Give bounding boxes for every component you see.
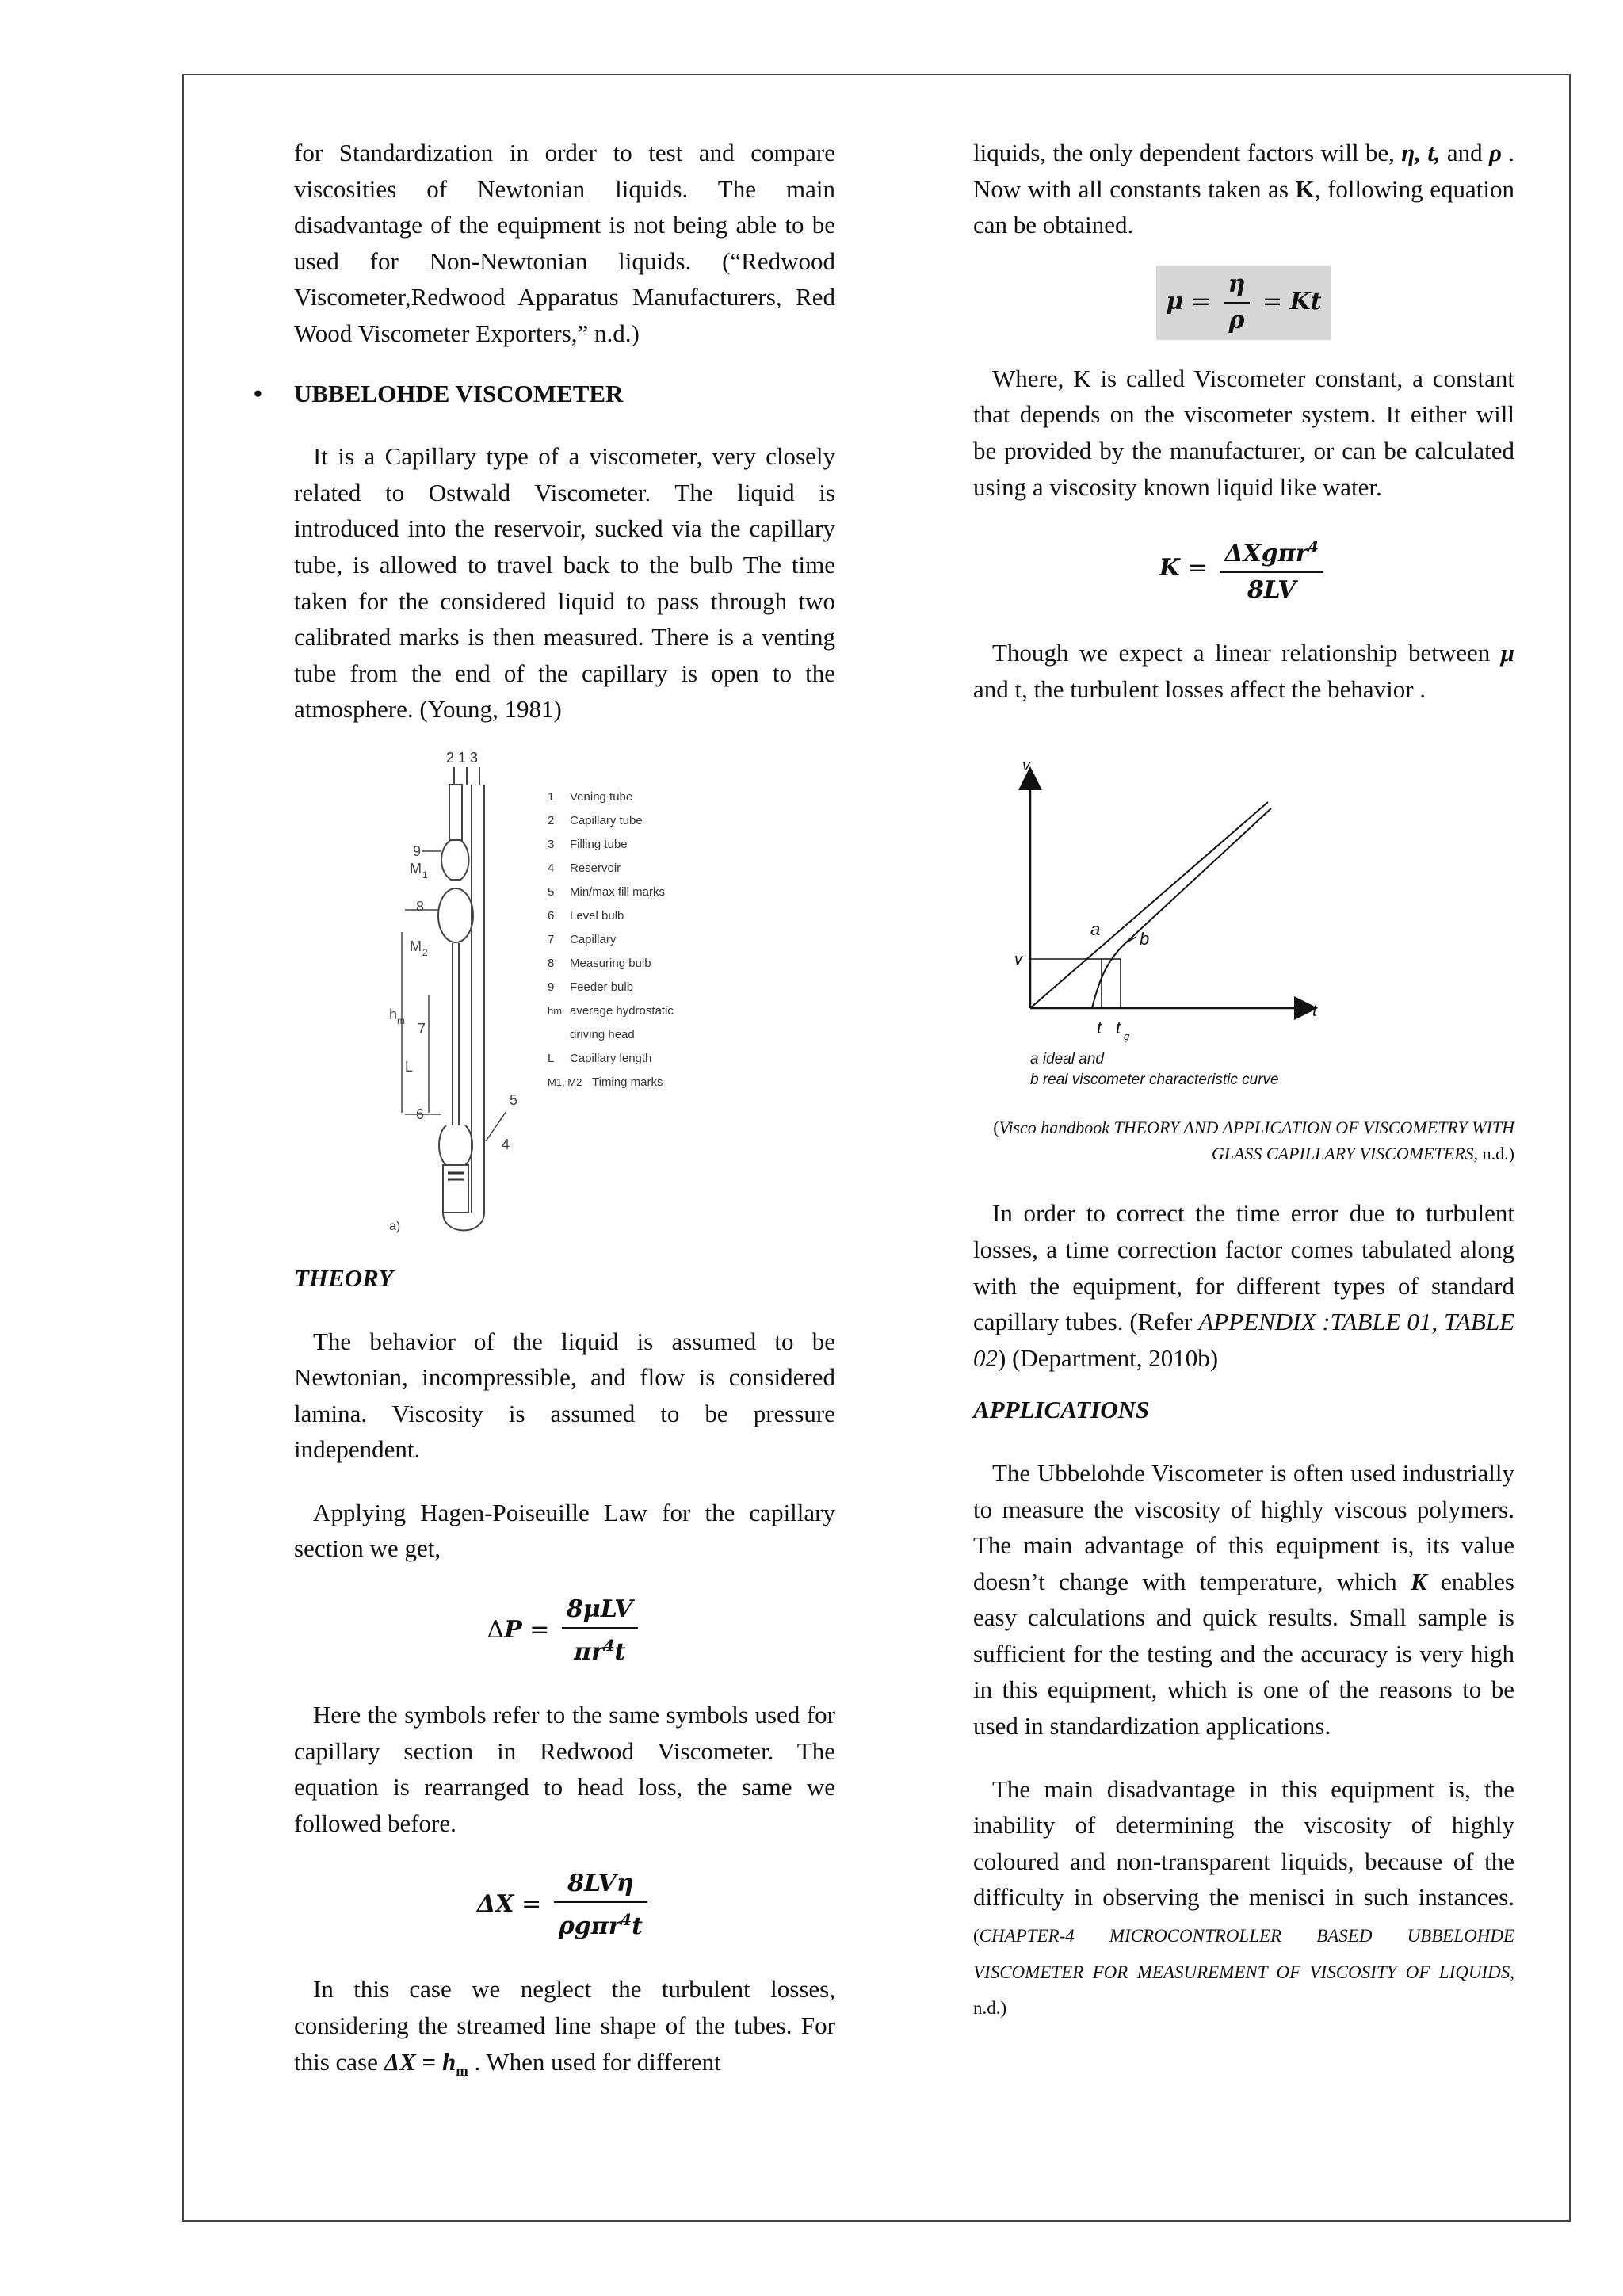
tube-drawing — [438, 767, 484, 1231]
left-column — [254, 135, 835, 2089]
r-p5-b: enables easy calculations and quick results. Small sample is sufficient for the testing and the accuracy is very high in this equipment, which is one of the reasons to be used in standardization applications. — [973, 1567, 1514, 1740]
legend-key-hm: hm — [548, 1004, 563, 1017]
r-p1-a: liquids, the only dependent factors will be, — [973, 139, 1402, 166]
r-p1-c: . Now with all constants taken as — [973, 139, 1515, 203]
figure-caption — [973, 1114, 1514, 1167]
equation-K — [973, 532, 1514, 606]
curve-a-label: a — [1090, 919, 1101, 940]
eq1-den-tail: t — [614, 1638, 626, 1667]
legend-key-8: 8 — [548, 956, 555, 970]
eq1-den-sup: 4 — [603, 1637, 615, 1656]
mark-6: 6 — [416, 1106, 425, 1122]
mark-m1-sub: 1 — [422, 869, 428, 881]
x-axis-label: t — [1312, 1000, 1318, 1021]
eq2-den-base: ρgπr — [558, 1912, 621, 1941]
figure-ubbelohde-diagram — [389, 745, 835, 1244]
fill-marks — [448, 1173, 464, 1179]
r-p1-b: and — [1440, 139, 1489, 166]
p6-eq-sub: m — [456, 2062, 468, 2080]
paragraph-turbulent-losses — [294, 1971, 835, 2089]
tg-sub: g — [1124, 1030, 1130, 1043]
ideal-curve-a — [1030, 802, 1268, 1008]
equation-mu-shade — [1156, 266, 1331, 340]
ubbelohde-diagram-svg — [389, 745, 722, 1244]
caption-italic: Visco handbook THEORY AND APPLICATION OF VISCOMETRY WITH GLASS CAPILLARY VISCOMETERS — [999, 1117, 1514, 1164]
legend-text-8: Measuring bulb — [570, 956, 651, 970]
eq4-denominator: 8LV — [1247, 576, 1296, 605]
bullet-icon: • — [254, 379, 262, 407]
p6-end: . When used for different — [468, 2047, 721, 2076]
legend-line-1: a ideal and — [1030, 1051, 1104, 1068]
legend-text-7: Capillary — [570, 932, 617, 946]
real-curve-b — [1092, 808, 1271, 1008]
mark-9: 9 — [413, 842, 422, 859]
v-mark: v — [1014, 951, 1022, 969]
legend-text-m: Timing marks — [592, 1075, 663, 1089]
heading-theory: THEORY — [294, 1263, 394, 1292]
legend-text-3: Filling tube — [570, 837, 628, 851]
paragraph-applications — [973, 1455, 1514, 1744]
paragraph-time-correction — [973, 1195, 1514, 1376]
eq3-rhs: Kt — [1289, 287, 1322, 315]
curve-b-label: b — [1140, 929, 1150, 949]
mark-4: 4 — [502, 1136, 510, 1152]
diagram-legend — [548, 790, 674, 1089]
r-p3-a: Though we expect a linear relationship between — [992, 639, 1501, 667]
paragraph-hagen-poiseuille: Applying Hagen-Poiseuille Law for the capillary section we get, — [294, 1498, 835, 1563]
mark-hm-sub: m — [397, 1014, 405, 1026]
tg-mark: t — [1116, 1018, 1121, 1038]
legend-text-L: Capillary length — [570, 1051, 652, 1065]
legend-text-hm: average hydrostatic — [570, 1003, 674, 1018]
legend-text-4: Reservoir — [570, 861, 621, 875]
mark-5: 5 — [510, 1091, 518, 1108]
eq4-lhs: K — [1159, 554, 1180, 583]
r-p6-ref — [973, 1926, 1514, 2018]
eq1-denominator — [562, 1629, 638, 1668]
r-p3-b: and t, the turbulent losses affect the behavior . — [973, 674, 1426, 703]
paragraph-dependent-factors — [973, 135, 1514, 243]
r-p4-a: In order to correct the time error due to turbulent losses, a time correction factor comes tabulated along with the equipment, for different types of standard capillary tubes. (Refer — [973, 1199, 1514, 1336]
r-p1-rho: ρ — [1488, 139, 1502, 166]
paragraph-disadvantage — [973, 1771, 1514, 2024]
mark-m1: M — [410, 860, 422, 877]
eq3-equals-2: = — [1262, 287, 1283, 315]
chart-axes — [1030, 778, 1306, 1008]
eq2-numerator: 8LVη — [554, 1868, 647, 1903]
r-p6-ref-close: , n.d.) — [973, 1962, 1514, 2019]
paragraph-theory: The behavior of the liquid is assumed to be Newtonian, incompressible, and flow is considered lamina. Viscosity is assumed to be pressure independent. — [294, 1327, 835, 1464]
mark-L: L — [405, 1058, 414, 1075]
legend-text-5: Min/max fill marks — [570, 884, 666, 899]
eq1-den-base: πr — [574, 1638, 604, 1667]
eq3-fraction — [1224, 269, 1251, 337]
eq3-lhs: μ — [1166, 287, 1184, 315]
r-p4-b: ) (Department, 2010b) — [998, 1343, 1219, 1372]
eq1-numerator: 8μLV — [562, 1594, 638, 1629]
r-p5-K: K — [1410, 1567, 1427, 1595]
eq2-denominator — [554, 1903, 647, 1943]
eq1-lhs-delta: Δ — [487, 1616, 505, 1645]
legend-text-1: Vening tube — [570, 789, 633, 804]
legend-key-9: 9 — [548, 980, 555, 994]
r-p6-ref-italic: CHAPTER-4 MICROCONTROLLER BASED UBBELOHDE VISCOMETER FOR MEASUREMENT OF VISCOSITY OF LIQUIDS — [973, 1926, 1514, 1982]
legend-key-m: M1, M2 — [548, 1075, 582, 1088]
legend-key-1: 1 — [548, 789, 555, 804]
eq1-equals: = — [529, 1616, 550, 1645]
p6-eq-sign: = — [415, 2047, 442, 2076]
r-p1-d: , following equation can be obtained. — [973, 174, 1514, 239]
equation-delta-p — [294, 1594, 835, 1668]
characteristic-curve-svg — [973, 747, 1369, 1095]
t-mark: t — [1097, 1018, 1102, 1038]
r-p3-mu: μ — [1500, 639, 1514, 667]
legend-key-L: L — [548, 1051, 555, 1065]
mark-8: 8 — [416, 898, 425, 915]
mark-7: 7 — [418, 1020, 426, 1037]
equation-delta-x — [294, 1868, 835, 1943]
top-numbers: 2 1 3 — [446, 749, 479, 766]
legend-line-2: b real viscometer characteristic curve — [1030, 1072, 1279, 1089]
paragraph-redwood-end: for Standardization in order to test and compare viscosities of Newtonian liquids. The main disadvantage of the equipment is not being able to be used for Non-Newtonian liquids. (“Redwood Viscometer,Redwood Apparatus Manufacturers, Red Wood Viscometer Exporters,” n.d.) — [294, 139, 835, 347]
eq3-equals-1: = — [1190, 287, 1212, 315]
paragraph-viscometer-constant: Where, K is called Viscometer constant, a constant that depends on the viscometer system. It either will be provided by the manufacturer, or can be calculated using a viscosity known liquid like water. — [973, 364, 1514, 501]
legend-text-9: Feeder bulb — [570, 980, 634, 994]
r-p1-vars: η, t, — [1401, 139, 1441, 166]
eq4-equals: = — [1187, 554, 1208, 583]
legend-key-2: 2 — [548, 813, 555, 827]
legend-key-3: 3 — [548, 837, 555, 851]
legend-text-2: Capillary tube — [570, 813, 643, 827]
mark-m2-sub: 2 — [422, 946, 428, 958]
equation-mu — [973, 266, 1514, 340]
p6-start: In this case we neglect the turbulent losses, considering the streamed line shape of the tubes. For this case — [294, 1975, 835, 2076]
paragraph-ubbelohde-intro: It is a Capillary type of a viscometer, very closely related to Ostwald Viscometer. The liquid is introduced into the reservoir, sucked via the capillary tube, is allowed to travel back to the bulb The time taken for the considered liquid to pass through two calibrated marks is then measured. There is a venting tube from the end of the capillary is open to the atmosphere. (Young, 1981) — [294, 442, 835, 724]
p6-eq-lhs: ΔX — [384, 2047, 416, 2076]
y-axis-label: v — [1022, 757, 1030, 775]
p6-eq-rhs: h — [441, 2047, 456, 2076]
legend-key-4: 4 — [548, 861, 555, 875]
paragraph-linear-relationship — [973, 635, 1514, 707]
legend-key-6: 6 — [548, 908, 555, 923]
eq2-equals: = — [521, 1890, 542, 1919]
eq3-numerator: η — [1224, 269, 1251, 304]
eq4-num-base: ΔXgπr — [1224, 540, 1308, 568]
caption-close: , n.d.) — [1473, 1144, 1514, 1164]
mark-hm: h — [389, 1006, 398, 1022]
legend-key-5: 5 — [548, 884, 555, 899]
eq4-numerator — [1220, 532, 1323, 573]
heading-applications: APPLICATIONS — [973, 1396, 1150, 1424]
eq2-lhs: ΔX — [477, 1890, 514, 1919]
r-p6: The main disadvantage in this equipment is, the inability of determining the viscosity of highly coloured and non-transparent liquids, because of the difficulty in observing the menisci in such instances. — [973, 1775, 1514, 1912]
eq4-num-sup: 4 — [1308, 538, 1319, 557]
eq4-fraction — [1220, 532, 1323, 606]
figure-characteristic-curve — [973, 747, 1514, 1095]
legend-key-7: 7 — [548, 932, 555, 946]
eq2-fraction — [554, 1868, 647, 1943]
r-p1-K: K — [1295, 174, 1315, 203]
eq1-fraction — [562, 1594, 638, 1668]
paragraph-symbols: Here the symbols refer to the same symbols used for capillary section in Redwood Viscometer. The equation is rearranged to head loss, the same we followed before. — [294, 1701, 835, 1837]
label-a: a) — [389, 1219, 401, 1233]
eq1-lhs-var: P — [504, 1616, 522, 1645]
r-p4-italic: APPENDIX :TABLE 01, TABLE 02 — [973, 1308, 1515, 1372]
mark-m2: M — [410, 938, 422, 954]
r-p6-ref-open: ( — [973, 1926, 980, 1946]
heading-ubbelohde — [254, 376, 835, 412]
eq2-den-tail: t — [632, 1912, 643, 1941]
eq3-denominator: ρ — [1228, 306, 1245, 334]
r-p5-a: The Ubbelohde Viscometer is often used industrially to measure the viscosity of highly viscous polymers. The main advantage of this equipment is, its value doesn’t change with temperature, which — [973, 1458, 1514, 1595]
caption-open: ( — [993, 1117, 999, 1138]
legend-text-driving-head: driving head — [570, 1027, 635, 1041]
heading-ubbelohde-text: UBBELOHDE VISCOMETER — [294, 379, 624, 407]
right-column — [973, 135, 1514, 2024]
eq2-den-sup: 4 — [621, 1911, 632, 1930]
legend-text-6: Level bulb — [570, 908, 624, 923]
